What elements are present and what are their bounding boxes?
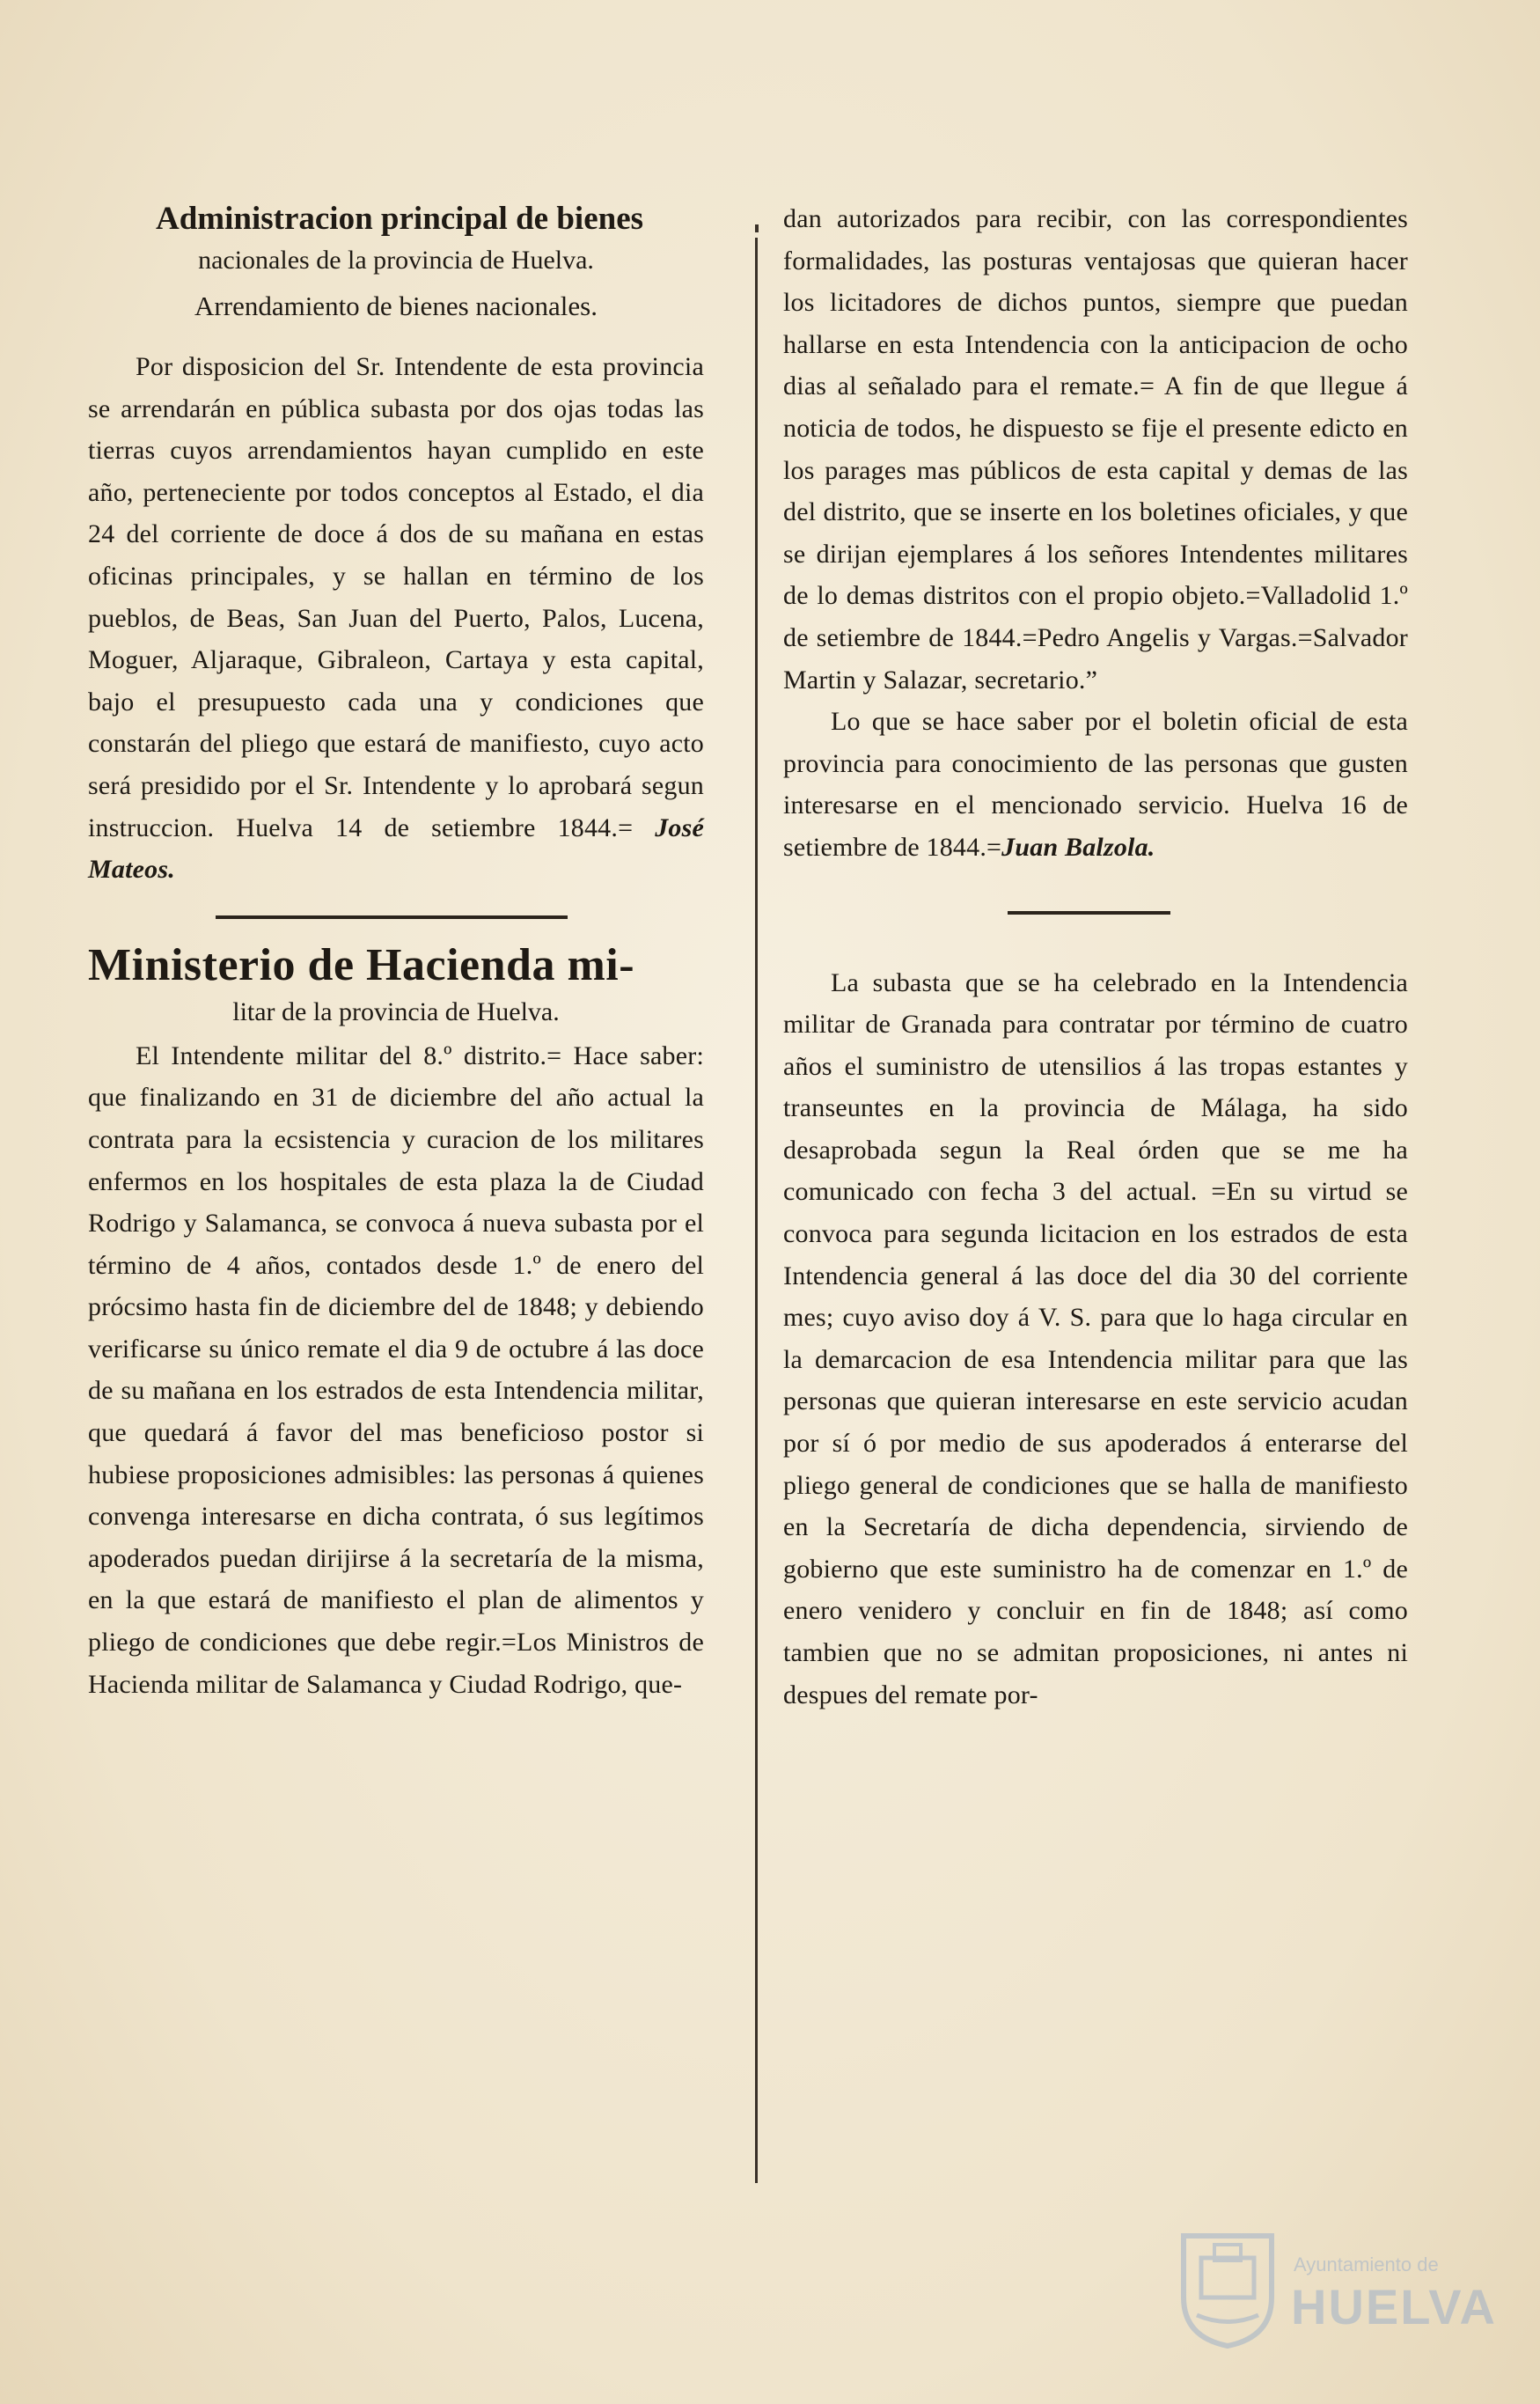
supply-auction-notice: La subasta que se ha celebrado en la Intendencia militar de Granada para contratar por término de cuatro años el suministro de utensilios á las tropas estantes y transeuntes en la provincia de Málaga, ha sido desaprobada segun la Real órden que se me ha comunicado con fecha 3 del actual. =En su virtud se convoca para segunda licitacion en los estrados de esta Intendencia general á las doce del dia 30 del corriente mes; cuyo aviso doy á V. S. para que lo haga circular en la demarcacion de esa Intendencia militar para que las personas que quieran interesarse en este servicio acudan por sí ó por medio de sus apoderados á enterarse del pliego general de condiciones que se halla de manifiesto en la Secretaría de dicha dependencia, sirviendo de gobierno que este suministro ha de comenzar en 1.º de enero venidero y concluir en fin de 1848; así como tambien que no se admitan proposiciones, ni antes ni despues del remate por-: [783, 967, 1408, 1709]
ministry-notice-body: El Intendente militar del 8.º distrito.= Hace saber: que finalizando en 31 de diciembre del año actual la contrata para la ecsistencia y curacion de los militares enfermos en los hospitales de esta plaza la de Ciudad Rodrigo y Salamanca, se convoca á nueva subasta por el término de 4 años, contados desde 1.º de enero del prócsimo hasta fin de diciembre del de 1848; y debiendo verificarse su único remate el dia 9 de octubre á las doce de su mañana en los estrados de esta Intendencia militar, que quedará á favor del mas beneficioso postor si hubiese proposiciones admisibles: las personas á quienes convenga interesarse en dicha contrata, ó sus legítimos apoderados puedan dirijirse á la secretaría de la misma, en la que estará de manifiesto el plan de alimentos y pliego de condiciones que debe regir.=Los Ministros de Hacienda militar de Salamanca y Ciudad Rodrigo, que-: [88, 1040, 704, 1699]
ministry-notice-tail-body: Lo que se hace saber por el boletin oficial de esta provincia para conocimiento de las personas que gusten interesarse en el mencionado servicio. Huelva 16 de setiembre de 1844.=: [783, 707, 1408, 862]
ministry-notice-signature: Juan Balzola.: [1001, 832, 1155, 862]
city-shield-icon: [1175, 2227, 1280, 2350]
lease-heading: Arrendamiento de bienes nacionales.: [194, 290, 598, 321]
lease-notice-signature: José Mateos.: [88, 812, 705, 885]
lease-notice-body: Por disposicion del Sr. Intendente de esta provincia se arrendarán en pública subasta por dos ojas todas las tierras cuyos arrendamientos hayan cumplido en este año, perteneciente por todos conceptos al Estado, el dia 24 del corriente de doce á dos de su mañana en estas oficinas principales, y se hallan en término de los pueblos, de Beas, San Juan del Puerto, Palos, Lucena, Moguer, Aljaraque, Gibraleon, Cartaya y esta capital, bajo el presupuesto cada una y condiciones que constarán del pliego que estará de manifiesto, cuyo acto será presidido por el Sr. Intendente y lo aprobará segun instruccion. Huelva 14 de setiembre 1844.=: [88, 352, 704, 842]
watermark-small-text: Ayuntamiento de: [1294, 2253, 1439, 2275]
admin-subheading: nacionales de la provincia de Huelva.: [198, 246, 594, 275]
watermark: [1175, 2227, 1497, 2350]
ministry-notice-tail: [783, 701, 1408, 868]
column-divider-mark: [755, 224, 759, 232]
ministry-subheading: litar de la provincia de Huelva.: [232, 996, 560, 1026]
section-rule: [1008, 911, 1170, 915]
ministry-heading: Ministerio de Hacienda mi-: [88, 939, 635, 990]
watermark-big-text: HUELVA: [1291, 2279, 1497, 2334]
lease-notice: [88, 346, 704, 891]
section-rule: [216, 915, 568, 919]
right-column: [783, 198, 1408, 1716]
left-column: [88, 198, 704, 1705]
column-divider: [755, 238, 758, 2183]
ministry-notice-continuation: dan autorizados para recibir, con las correspondientes formalidades, las posturas ventajosas que quieran hacer los licitadores de dichos puntos, siempre que puedan hallarse en esta Intendencia con la anticipacion de ocho dias al señalado para el remate.= A fin de que llegue á noticia de todos, he dispuesto se fije el presente edicto en los parages mas públicos de esta capital y demas de las del distrito, que se inserte en los boletines oficiales, y que se dirijan ejemplares á los señores Intendentes militares de lo demas distritos con el propio objeto.=Valladolid 1.º de setiembre de 1844.=Pedro Angelis y Vargas.=Salvador Martin y Salazar, secretario.”: [783, 204, 1408, 695]
admin-heading: Administracion principal de bienes: [155, 201, 644, 237]
